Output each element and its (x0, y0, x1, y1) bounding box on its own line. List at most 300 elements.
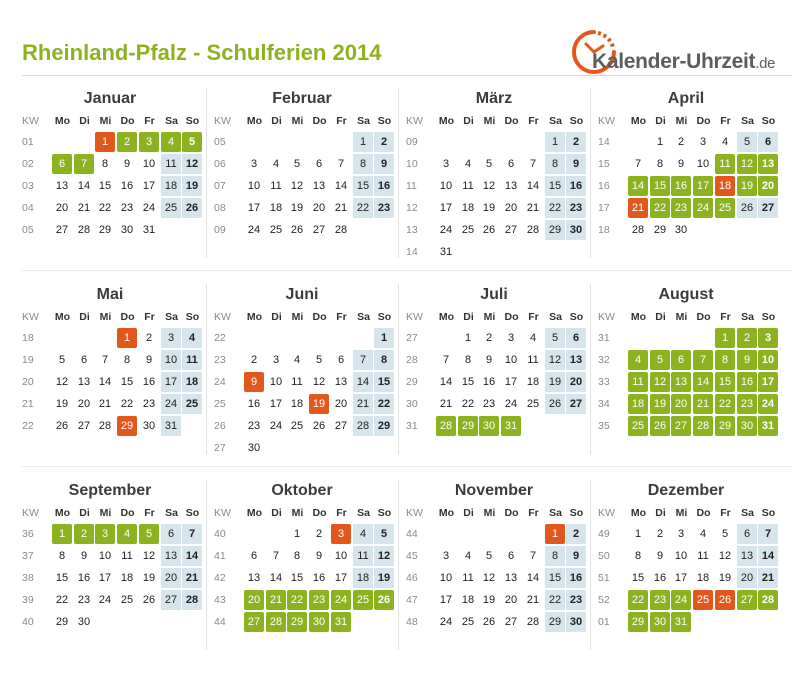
day-cell: 16 (482, 376, 496, 388)
vacation-day-cell: 29 (287, 612, 307, 632)
day-cell: 19 (374, 568, 394, 588)
column-divider (398, 88, 399, 258)
day-cell: 27 (504, 616, 518, 628)
weekday-mo: Mo (246, 311, 263, 323)
column-divider (206, 88, 207, 258)
day-cell: 5 (58, 354, 66, 366)
day-cell: 27 (55, 224, 69, 236)
weekday-header (22, 507, 198, 521)
day-cell: 30 (247, 442, 261, 454)
week-number: 09 (214, 224, 226, 236)
weekday-sa: Sa (357, 115, 370, 127)
vacation-day-cell: 18 (628, 394, 648, 414)
day-cell: 22 (461, 398, 475, 410)
month-name: November (454, 482, 534, 499)
weekday-do: Do (696, 507, 711, 519)
week-number: 33 (598, 376, 610, 388)
day-cell: 26 (55, 420, 69, 432)
holiday-day-cell: 19 (309, 394, 329, 414)
day-cell: 7 (442, 354, 450, 366)
weekday-mi: Mi (291, 311, 304, 323)
vacation-day-cell: 16 (737, 372, 757, 392)
day-cell: 7 (337, 158, 345, 170)
vacation-day-cell: 4 (117, 524, 137, 544)
weekday-fr: Fr (144, 115, 155, 127)
vacation-day-cell: 22 (628, 590, 648, 610)
vacation-day-cell: 27 (244, 612, 264, 632)
weekday-mo: Mo (54, 115, 71, 127)
vacation-day-cell: 30 (650, 612, 670, 632)
weekday-header (22, 311, 198, 325)
weekday-do: Do (120, 311, 135, 323)
week-number: 10 (406, 158, 418, 170)
week-number: 04 (22, 202, 34, 214)
holiday-day-cell: 18 (715, 176, 735, 196)
column-divider (206, 284, 207, 454)
day-cell: 7 (634, 158, 642, 170)
weekday-sa: Sa (741, 115, 754, 127)
weekday-do: Do (504, 115, 519, 127)
day-cell: 6 (315, 158, 323, 170)
vacation-day-cell: 9 (737, 350, 757, 370)
vacation-day-cell: 8 (715, 350, 735, 370)
day-cell: 16 (142, 376, 156, 388)
day-cell: 2 (250, 354, 258, 366)
vacation-day-cell: 2 (117, 132, 137, 152)
week-number: 34 (598, 398, 610, 410)
day-cell: 17 (247, 202, 261, 214)
day-cell: 25 (120, 594, 134, 606)
weekday-header (214, 507, 390, 521)
day-cell: 27 (161, 590, 181, 610)
day-cell: 8 (293, 550, 301, 562)
day-cell: 1 (634, 528, 642, 540)
day-cell: 8 (545, 154, 565, 174)
day-cell: 3 (699, 136, 707, 148)
vacation-day-cell: 20 (671, 394, 691, 414)
vacation-day-cell: 28 (436, 416, 456, 436)
day-cell: 21 (353, 394, 373, 414)
day-cell: 10 (674, 550, 688, 562)
day-cell: 3 (677, 528, 685, 540)
weekday-so: So (185, 311, 200, 323)
month-oktober (214, 480, 390, 650)
vacation-day-cell: 22 (287, 590, 307, 610)
day-cell: 2 (677, 136, 685, 148)
day-cell: 12 (290, 180, 304, 192)
day-cell: 6 (758, 132, 778, 152)
vacation-day-cell: 30 (737, 416, 757, 436)
day-cell: 16 (247, 398, 261, 410)
day-cell: 12 (482, 572, 496, 584)
weekday-so: So (377, 311, 392, 323)
day-cell: 7 (182, 524, 202, 544)
week-number: 39 (22, 594, 34, 606)
vacation-day-cell: 14 (693, 372, 713, 392)
week-number: 26 (214, 420, 226, 432)
holiday-day-cell: 1 (545, 524, 565, 544)
day-cell: 19 (142, 572, 156, 584)
day-cell: 17 (439, 594, 453, 606)
week-number: 13 (406, 224, 418, 236)
day-cell: 6 (80, 354, 88, 366)
day-cell: 18 (269, 202, 283, 214)
weekday-di: Di (655, 311, 666, 323)
vacation-day-cell: 2 (74, 524, 94, 544)
day-cell: 30 (120, 224, 134, 236)
month-name: August (658, 286, 714, 303)
day-cell: 26 (312, 420, 326, 432)
holiday-day-cell: 3 (331, 524, 351, 544)
month-april (598, 88, 774, 258)
week-number: 25 (214, 398, 226, 410)
month-februar (214, 88, 390, 258)
day-cell: 20 (77, 398, 91, 410)
day-cell: 2 (145, 332, 153, 344)
kw-header: KW (406, 311, 423, 323)
day-cell: 7 (353, 350, 373, 370)
weekday-header (598, 507, 774, 521)
vacation-day-cell: 17 (758, 372, 778, 392)
weekday-so: So (569, 507, 584, 519)
day-cell: 8 (58, 550, 66, 562)
holiday-day-cell: 9 (244, 372, 264, 392)
vacation-day-cell: 23 (671, 198, 691, 218)
vacation-day-cell: 13 (758, 154, 778, 174)
vacation-day-cell: 29 (715, 416, 735, 436)
day-cell: 17 (161, 372, 181, 392)
day-cell: 1 (464, 332, 472, 344)
day-cell: 18 (161, 176, 181, 196)
weekday-mo: Mo (246, 115, 263, 127)
month-name: Juni (285, 286, 319, 303)
day-cell: 30 (142, 420, 156, 432)
weekday-so: So (185, 115, 200, 127)
day-cell: 24 (439, 616, 453, 628)
day-cell: 2 (656, 528, 664, 540)
week-number: 47 (406, 594, 418, 606)
day-cell: 16 (566, 176, 586, 196)
day-cell: 9 (315, 550, 323, 562)
day-cell: 25 (182, 394, 202, 414)
day-cell: 18 (353, 568, 373, 588)
day-cell: 9 (566, 546, 586, 566)
vacation-day-cell: 22 (715, 394, 735, 414)
vacation-day-cell: 26 (374, 590, 394, 610)
day-cell: 15 (120, 376, 134, 388)
day-cell: 9 (656, 550, 664, 562)
day-cell: 2 (485, 332, 493, 344)
day-cell: 26 (737, 198, 757, 218)
day-cell: 7 (529, 158, 537, 170)
day-cell: 22 (545, 198, 565, 218)
day-cell: 11 (353, 546, 373, 566)
weekday-sa: Sa (741, 311, 754, 323)
day-cell: 5 (485, 158, 493, 170)
day-cell: 3 (161, 328, 181, 348)
vacation-day-cell: 15 (715, 372, 735, 392)
day-cell: 25 (461, 616, 475, 628)
day-cell: 26 (142, 594, 156, 606)
column-divider (590, 88, 591, 258)
vacation-day-cell: 31 (758, 416, 778, 436)
day-cell: 24 (504, 398, 518, 410)
day-cell: 1 (353, 132, 373, 152)
kw-header: KW (598, 507, 615, 519)
vacation-day-cell: 1 (52, 524, 72, 544)
week-number: 11 (406, 180, 417, 192)
vacation-day-cell: 14 (628, 176, 648, 196)
day-cell: 26 (290, 224, 304, 236)
day-cell: 25 (290, 420, 304, 432)
weekday-sa: Sa (549, 507, 562, 519)
day-cell: 13 (312, 180, 326, 192)
weekday-mi: Mi (483, 311, 496, 323)
holiday-day-cell: 26 (715, 590, 735, 610)
vacation-day-cell: 22 (650, 198, 670, 218)
day-cell: 3 (507, 332, 515, 344)
vacation-day-cell: 19 (650, 394, 670, 414)
day-cell: 11 (291, 376, 303, 388)
vacation-day-cell: 7 (74, 154, 94, 174)
weekday-so: So (761, 311, 776, 323)
day-cell: 30 (77, 616, 91, 628)
weekday-di: Di (79, 507, 90, 519)
day-cell: 19 (290, 202, 304, 214)
week-number: 17 (598, 202, 610, 214)
week-number: 09 (406, 136, 418, 148)
vacation-day-cell: 10 (758, 350, 778, 370)
day-cell: 4 (293, 354, 301, 366)
day-cell: 14 (77, 180, 91, 192)
vacation-day-cell: 27 (671, 416, 691, 436)
vacation-day-cell: 31 (501, 416, 521, 436)
week-number: 50 (598, 550, 610, 562)
day-cell: 17 (269, 398, 283, 410)
vacation-day-cell: 7 (693, 350, 713, 370)
day-cell: 6 (737, 524, 757, 544)
day-cell: 27 (758, 198, 778, 218)
vacation-day-cell: 25 (715, 198, 735, 218)
weekday-so: So (569, 311, 584, 323)
month-juli (406, 284, 582, 454)
day-cell: 7 (101, 354, 109, 366)
day-cell: 14 (269, 572, 283, 584)
day-cell: 26 (545, 394, 565, 414)
week-number: 46 (406, 572, 418, 584)
vacation-day-cell: 25 (353, 590, 373, 610)
week-number: 31 (406, 420, 418, 432)
day-cell: 9 (145, 354, 153, 366)
month-name: März (475, 90, 513, 107)
vacation-day-cell: 5 (139, 524, 159, 544)
vacation-day-cell: 15 (650, 176, 670, 196)
weekday-di: Di (79, 311, 90, 323)
weekday-mo: Mo (54, 311, 71, 323)
day-cell: 25 (461, 224, 475, 236)
month-name: Mai (96, 286, 124, 303)
day-cell: 21 (77, 202, 91, 214)
day-cell: 5 (485, 550, 493, 562)
day-cell: 23 (566, 590, 586, 610)
month-mai (22, 284, 198, 454)
vacation-day-cell: 4 (161, 132, 181, 152)
brand-logo[interactable] (568, 26, 798, 76)
vacation-day-cell: 13 (671, 372, 691, 392)
week-number: 24 (214, 376, 226, 388)
weekday-header (22, 115, 198, 129)
weekday-header (406, 507, 582, 521)
week-number: 49 (598, 528, 610, 540)
week-number: 42 (214, 572, 226, 584)
day-cell: 6 (161, 524, 181, 544)
week-number: 02 (22, 158, 34, 170)
vacation-day-cell: 24 (693, 198, 713, 218)
weekday-fr: Fr (528, 311, 539, 323)
holiday-day-cell: 1 (95, 132, 115, 152)
vacation-day-cell: 21 (693, 394, 713, 414)
day-cell: 8 (123, 354, 131, 366)
kw-header: KW (214, 311, 231, 323)
day-cell: 5 (315, 354, 323, 366)
day-cell: 20 (566, 372, 586, 392)
vacation-day-cell: 4 (628, 350, 648, 370)
day-cell: 4 (699, 528, 707, 540)
week-number: 18 (598, 224, 610, 236)
day-cell: 5 (737, 132, 757, 152)
day-cell: 15 (290, 572, 304, 584)
vacation-day-cell: 29 (458, 416, 478, 436)
day-cell: 28 (631, 224, 645, 236)
weekday-do: Do (312, 115, 327, 127)
weekday-so: So (185, 507, 200, 519)
weekday-so: So (377, 115, 392, 127)
day-cell: 15 (461, 376, 475, 388)
weekday-header (598, 311, 774, 325)
day-cell: 19 (545, 372, 565, 392)
day-cell: 14 (98, 376, 112, 388)
month-name: Oktober (271, 482, 333, 499)
day-cell: 18 (182, 372, 202, 392)
day-cell: 6 (507, 550, 515, 562)
day-cell: 4 (721, 136, 729, 148)
vacation-day-cell: 25 (628, 416, 648, 436)
day-cell: 15 (545, 176, 565, 196)
week-number: 44 (406, 528, 418, 540)
day-cell: 31 (439, 246, 453, 258)
day-cell: 5 (721, 528, 729, 540)
weekday-sa: Sa (357, 507, 370, 519)
day-cell: 13 (566, 350, 586, 370)
day-cell: 9 (677, 158, 685, 170)
day-cell: 11 (462, 180, 474, 192)
kw-header: KW (406, 115, 423, 127)
day-cell: 24 (98, 594, 112, 606)
weekday-so: So (569, 115, 584, 127)
day-cell: 13 (161, 546, 181, 566)
vacation-day-cell: 11 (628, 372, 648, 392)
day-cell: 11 (462, 572, 474, 584)
weekday-mi: Mi (291, 115, 304, 127)
day-cell: 9 (485, 354, 493, 366)
day-cell: 4 (272, 158, 280, 170)
column-divider (398, 480, 399, 650)
week-number: 22 (214, 332, 226, 344)
day-cell: 11 (697, 550, 709, 562)
day-cell: 10 (334, 550, 348, 562)
day-cell: 8 (634, 550, 642, 562)
week-number: 18 (22, 332, 34, 344)
weekday-mo: Mo (438, 311, 455, 323)
day-cell: 7 (272, 550, 280, 562)
weekday-fr: Fr (336, 507, 347, 519)
week-number: 41 (214, 550, 226, 562)
day-cell: 2 (566, 132, 586, 152)
day-cell: 17 (98, 572, 112, 584)
day-cell: 28 (353, 416, 373, 436)
day-cell: 9 (566, 154, 586, 174)
day-cell: 22 (55, 594, 69, 606)
day-cell: 14 (758, 546, 778, 566)
week-number: 43 (214, 594, 226, 606)
holiday-day-cell: 1 (117, 328, 137, 348)
weekday-di: Di (463, 507, 474, 519)
day-cell: 12 (482, 180, 496, 192)
day-cell: 14 (439, 376, 453, 388)
weekday-di: Di (463, 115, 474, 127)
vacation-day-cell: 5 (650, 350, 670, 370)
weekday-do: Do (312, 507, 327, 519)
day-cell: 14 (526, 180, 540, 192)
month-januar (22, 88, 198, 258)
day-cell: 8 (353, 154, 373, 174)
weekday-mi: Mi (675, 115, 688, 127)
week-number: 14 (598, 136, 610, 148)
month-november (406, 480, 582, 650)
day-cell: 10 (439, 180, 453, 192)
vacation-day-cell: 24 (331, 590, 351, 610)
week-number: 14 (406, 246, 418, 258)
vacation-day-cell: 23 (309, 590, 329, 610)
day-cell: 10 (269, 376, 283, 388)
day-cell: 18 (290, 398, 304, 410)
kw-header: KW (22, 507, 39, 519)
week-number: 22 (22, 420, 34, 432)
day-cell: 26 (482, 224, 496, 236)
weekday-do: Do (696, 311, 711, 323)
day-cell: 23 (482, 398, 496, 410)
day-cell: 16 (312, 572, 326, 584)
week-number: 27 (214, 442, 226, 454)
day-cell: 19 (718, 572, 732, 584)
week-number: 28 (406, 354, 418, 366)
week-number: 44 (214, 616, 226, 628)
week-number: 21 (22, 398, 34, 410)
day-cell: 23 (120, 202, 134, 214)
day-cell: 22 (353, 198, 373, 218)
day-cell: 20 (334, 398, 348, 410)
vacation-day-cell: 23 (737, 394, 757, 414)
day-cell: 28 (526, 224, 540, 236)
month-name: Juli (480, 286, 508, 303)
weekday-fr: Fr (336, 115, 347, 127)
weekday-mi: Mi (675, 311, 688, 323)
week-number: 37 (22, 550, 34, 562)
week-number: 16 (598, 180, 610, 192)
weekday-do: Do (120, 115, 135, 127)
vacation-day-cell: 17 (693, 176, 713, 196)
day-cell: 21 (182, 568, 202, 588)
